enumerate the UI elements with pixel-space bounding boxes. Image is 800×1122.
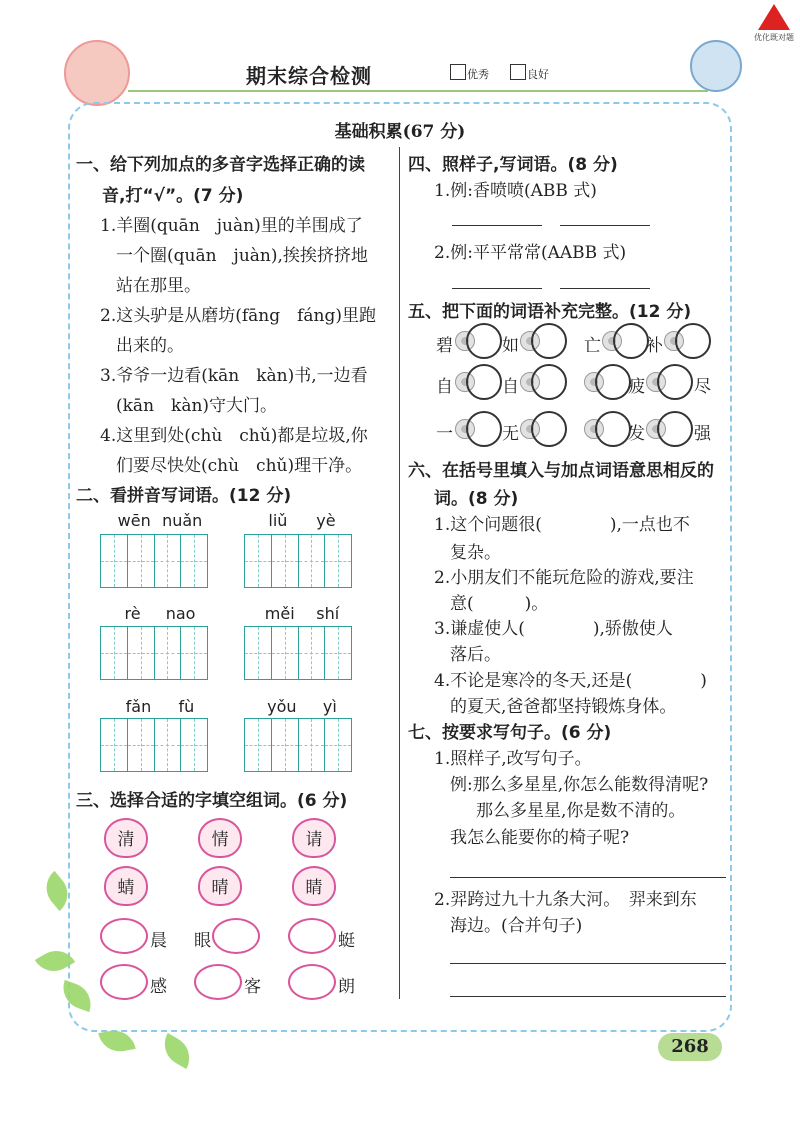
pinyin-syllable: rè (124, 604, 141, 623)
idiom-char: 自 (502, 377, 519, 397)
brand-triangle-icon (758, 4, 790, 30)
pinyin-label (254, 604, 350, 623)
s6-line: 复杂。 (450, 543, 501, 563)
idiom-char: 亡 (584, 336, 601, 356)
pinyin-label (112, 604, 208, 623)
pinyin-syllable: nuǎn (162, 511, 203, 530)
blank-oval[interactable] (212, 918, 260, 954)
s7-example-answer: 那么多星星,你是数不清的。 (476, 801, 686, 821)
s1-line: 4.这里到处(chù chǔ)都是垃圾,你 (100, 426, 368, 446)
blank-oval[interactable] (100, 918, 148, 954)
writing-grid[interactable] (244, 626, 352, 680)
idiom-char: 发 (628, 424, 645, 444)
blank-oval[interactable] (288, 918, 336, 954)
s4-heading: 四、照样子,写词语。(8 分) (408, 155, 618, 175)
s6-heading-cont: 词。(8 分) (434, 489, 519, 509)
s6-line: 落后。 (450, 645, 501, 665)
pinyin-syllable: shí (316, 604, 340, 623)
idiom-blank-circle[interactable] (531, 323, 567, 359)
idiom-blank-circle[interactable] (675, 323, 711, 359)
s7-q2-cont: 海边。(合并句子) (450, 916, 583, 936)
pinyin-label (112, 697, 208, 716)
rating-excellent-label: 优秀 (467, 68, 489, 81)
s6-line: 4.不论是寒冷的冬天,还是( ) (434, 671, 707, 691)
blank-suffix: 晨 (150, 931, 167, 951)
peach-char: 清 (104, 818, 148, 858)
blank-suffix: 感 (150, 977, 167, 997)
mascot-left-image (64, 40, 130, 106)
peach-char: 情 (198, 818, 242, 858)
pinyin-syllable: yǒu (267, 697, 297, 716)
s1-line: 2.这头驴是从磨坊(fāng fáng)里跑 (100, 306, 377, 326)
idiom-blank-circle[interactable] (466, 364, 502, 400)
rating-good-checkbox[interactable] (510, 64, 526, 80)
blank-oval[interactable] (100, 964, 148, 1000)
s1-line: 一个圈(quān juàn),挨挨挤挤地 (116, 246, 368, 266)
blank-suffix: 蜓 (338, 931, 355, 951)
column-divider (399, 147, 400, 999)
s7-example: 例:那么多星星,你怎么能数得清呢? (450, 775, 709, 795)
idiom-char: 尽 (694, 377, 711, 397)
s7-q1: 1.照样子,改写句子。 (434, 749, 592, 769)
idiom-char: 如 (502, 336, 519, 356)
brand-logo (752, 4, 796, 44)
idiom-char: 一 (436, 424, 453, 444)
s4-q2: 2.例:平平常常(AABB 式) (434, 243, 627, 263)
peach-char: 蜻 (104, 866, 148, 906)
s1-line: 站在那里。 (116, 276, 201, 296)
answer-line[interactable] (450, 963, 726, 964)
idiom-blank-circle[interactable] (595, 411, 631, 447)
s1-heading: 一、给下列加点的多音字选择正确的读 (76, 155, 365, 175)
pinyin-label (254, 511, 350, 530)
pinyin-syllable: yì (322, 697, 337, 716)
idiom-char: 无 (502, 424, 519, 444)
s1-line: 3.爷爷一边看(kān kàn)书,一边看 (100, 366, 368, 386)
pinyin-syllable: nao (165, 604, 196, 623)
header-divider (128, 90, 708, 92)
answer-line[interactable] (450, 996, 726, 997)
writing-grid[interactable] (100, 534, 208, 588)
page-number: 268 (658, 1033, 722, 1061)
idiom-blank-circle[interactable] (595, 364, 631, 400)
pinyin-syllable: fǎn (125, 697, 152, 716)
leaf-decoration-icon (157, 1033, 197, 1069)
pinyin-syllable: měi (264, 604, 295, 623)
idiom-blank-circle[interactable] (531, 411, 567, 447)
peach-char: 睛 (292, 866, 336, 906)
section-title: 基础积累(67 分) (334, 122, 466, 142)
pinyin-syllable: wēn (117, 511, 151, 530)
idiom-char: 强 (694, 424, 711, 444)
s1-heading-cont: 音,打“√”。(7 分) (102, 186, 244, 206)
idiom-char: 自 (436, 377, 453, 397)
pinyin-syllable: liǔ (268, 511, 288, 530)
idiom-blank-circle[interactable] (466, 323, 502, 359)
rating-good-label: 良好 (527, 68, 549, 81)
page-title: 期末综合检测 (246, 64, 372, 88)
answer-line[interactable] (452, 288, 542, 289)
s6-line: 3.谦虚使人( ),骄傲使人 (434, 619, 673, 639)
blank-oval[interactable] (194, 964, 242, 1000)
s1-line: 1.羊圈(quān juàn)里的羊围成了 (100, 216, 363, 236)
blank-suffix: 眼 (194, 931, 211, 951)
s1-line: (kān kàn)守大门。 (116, 396, 278, 416)
blank-oval[interactable] (288, 964, 336, 1000)
idiom-blank-circle[interactable] (657, 364, 693, 400)
answer-line[interactable] (560, 288, 650, 289)
rating-excellent-checkbox[interactable] (450, 64, 466, 80)
s6-line: 1.这个问题很( ),一点也不 (434, 515, 690, 535)
pinyin-label (254, 697, 350, 716)
pinyin-syllable: yè (316, 511, 336, 530)
idiom-blank-circle[interactable] (466, 411, 502, 447)
idiom-blank-circle[interactable] (657, 411, 693, 447)
blank-suffix: 朗 (338, 977, 355, 997)
s2-heading: 二、看拼音写词语。(12 分) (76, 486, 292, 506)
s6-line: 意( )。 (450, 594, 549, 614)
writing-grid[interactable] (244, 534, 352, 588)
mascot-right-image (690, 40, 742, 92)
blank-suffix: 客 (244, 977, 261, 997)
brand-text: 优化既对题 (754, 33, 794, 42)
answer-line[interactable] (560, 225, 650, 226)
idiom-blank-circle[interactable] (613, 323, 649, 359)
answer-line[interactable] (450, 877, 726, 878)
peach-char: 晴 (198, 866, 242, 906)
writing-grid[interactable] (100, 718, 208, 772)
idiom-blank-circle[interactable] (531, 364, 567, 400)
s1-line: 出来的。 (116, 336, 184, 356)
pinyin-syllable: fù (178, 697, 195, 716)
s4-q1: 1.例:香喷喷(ABB 式) (434, 181, 597, 201)
idiom-char: 疲 (628, 377, 645, 397)
pinyin-label (112, 511, 208, 530)
s6-line: 2.小朋友们不能玩危险的游戏,要注 (434, 568, 694, 588)
s6-heading: 六、在括号里填入与加点词语意思相反的 (408, 461, 714, 481)
s7-q2: 2.羿跨过九十九条大河。 羿来到东 (434, 890, 697, 910)
s7-q1-sentence: 我怎么能要你的椅子呢? (450, 828, 630, 848)
s6-line: 的夏天,爸爸都坚持锻炼身体。 (450, 697, 677, 717)
idiom-char: 碧 (436, 336, 453, 356)
s7-heading: 七、按要求写句子。(6 分) (408, 723, 612, 743)
s1-line: 们要尽快处(chù chǔ)理干净。 (116, 456, 363, 476)
idiom-char: 补 (646, 336, 663, 356)
writing-grid[interactable] (100, 626, 208, 680)
writing-grid[interactable] (244, 718, 352, 772)
answer-line[interactable] (452, 225, 542, 226)
s5-heading: 五、把下面的词语补充完整。(12 分) (408, 302, 692, 322)
s3-heading: 三、选择合适的字填空组词。(6 分) (76, 791, 348, 811)
peach-char: 请 (292, 818, 336, 858)
